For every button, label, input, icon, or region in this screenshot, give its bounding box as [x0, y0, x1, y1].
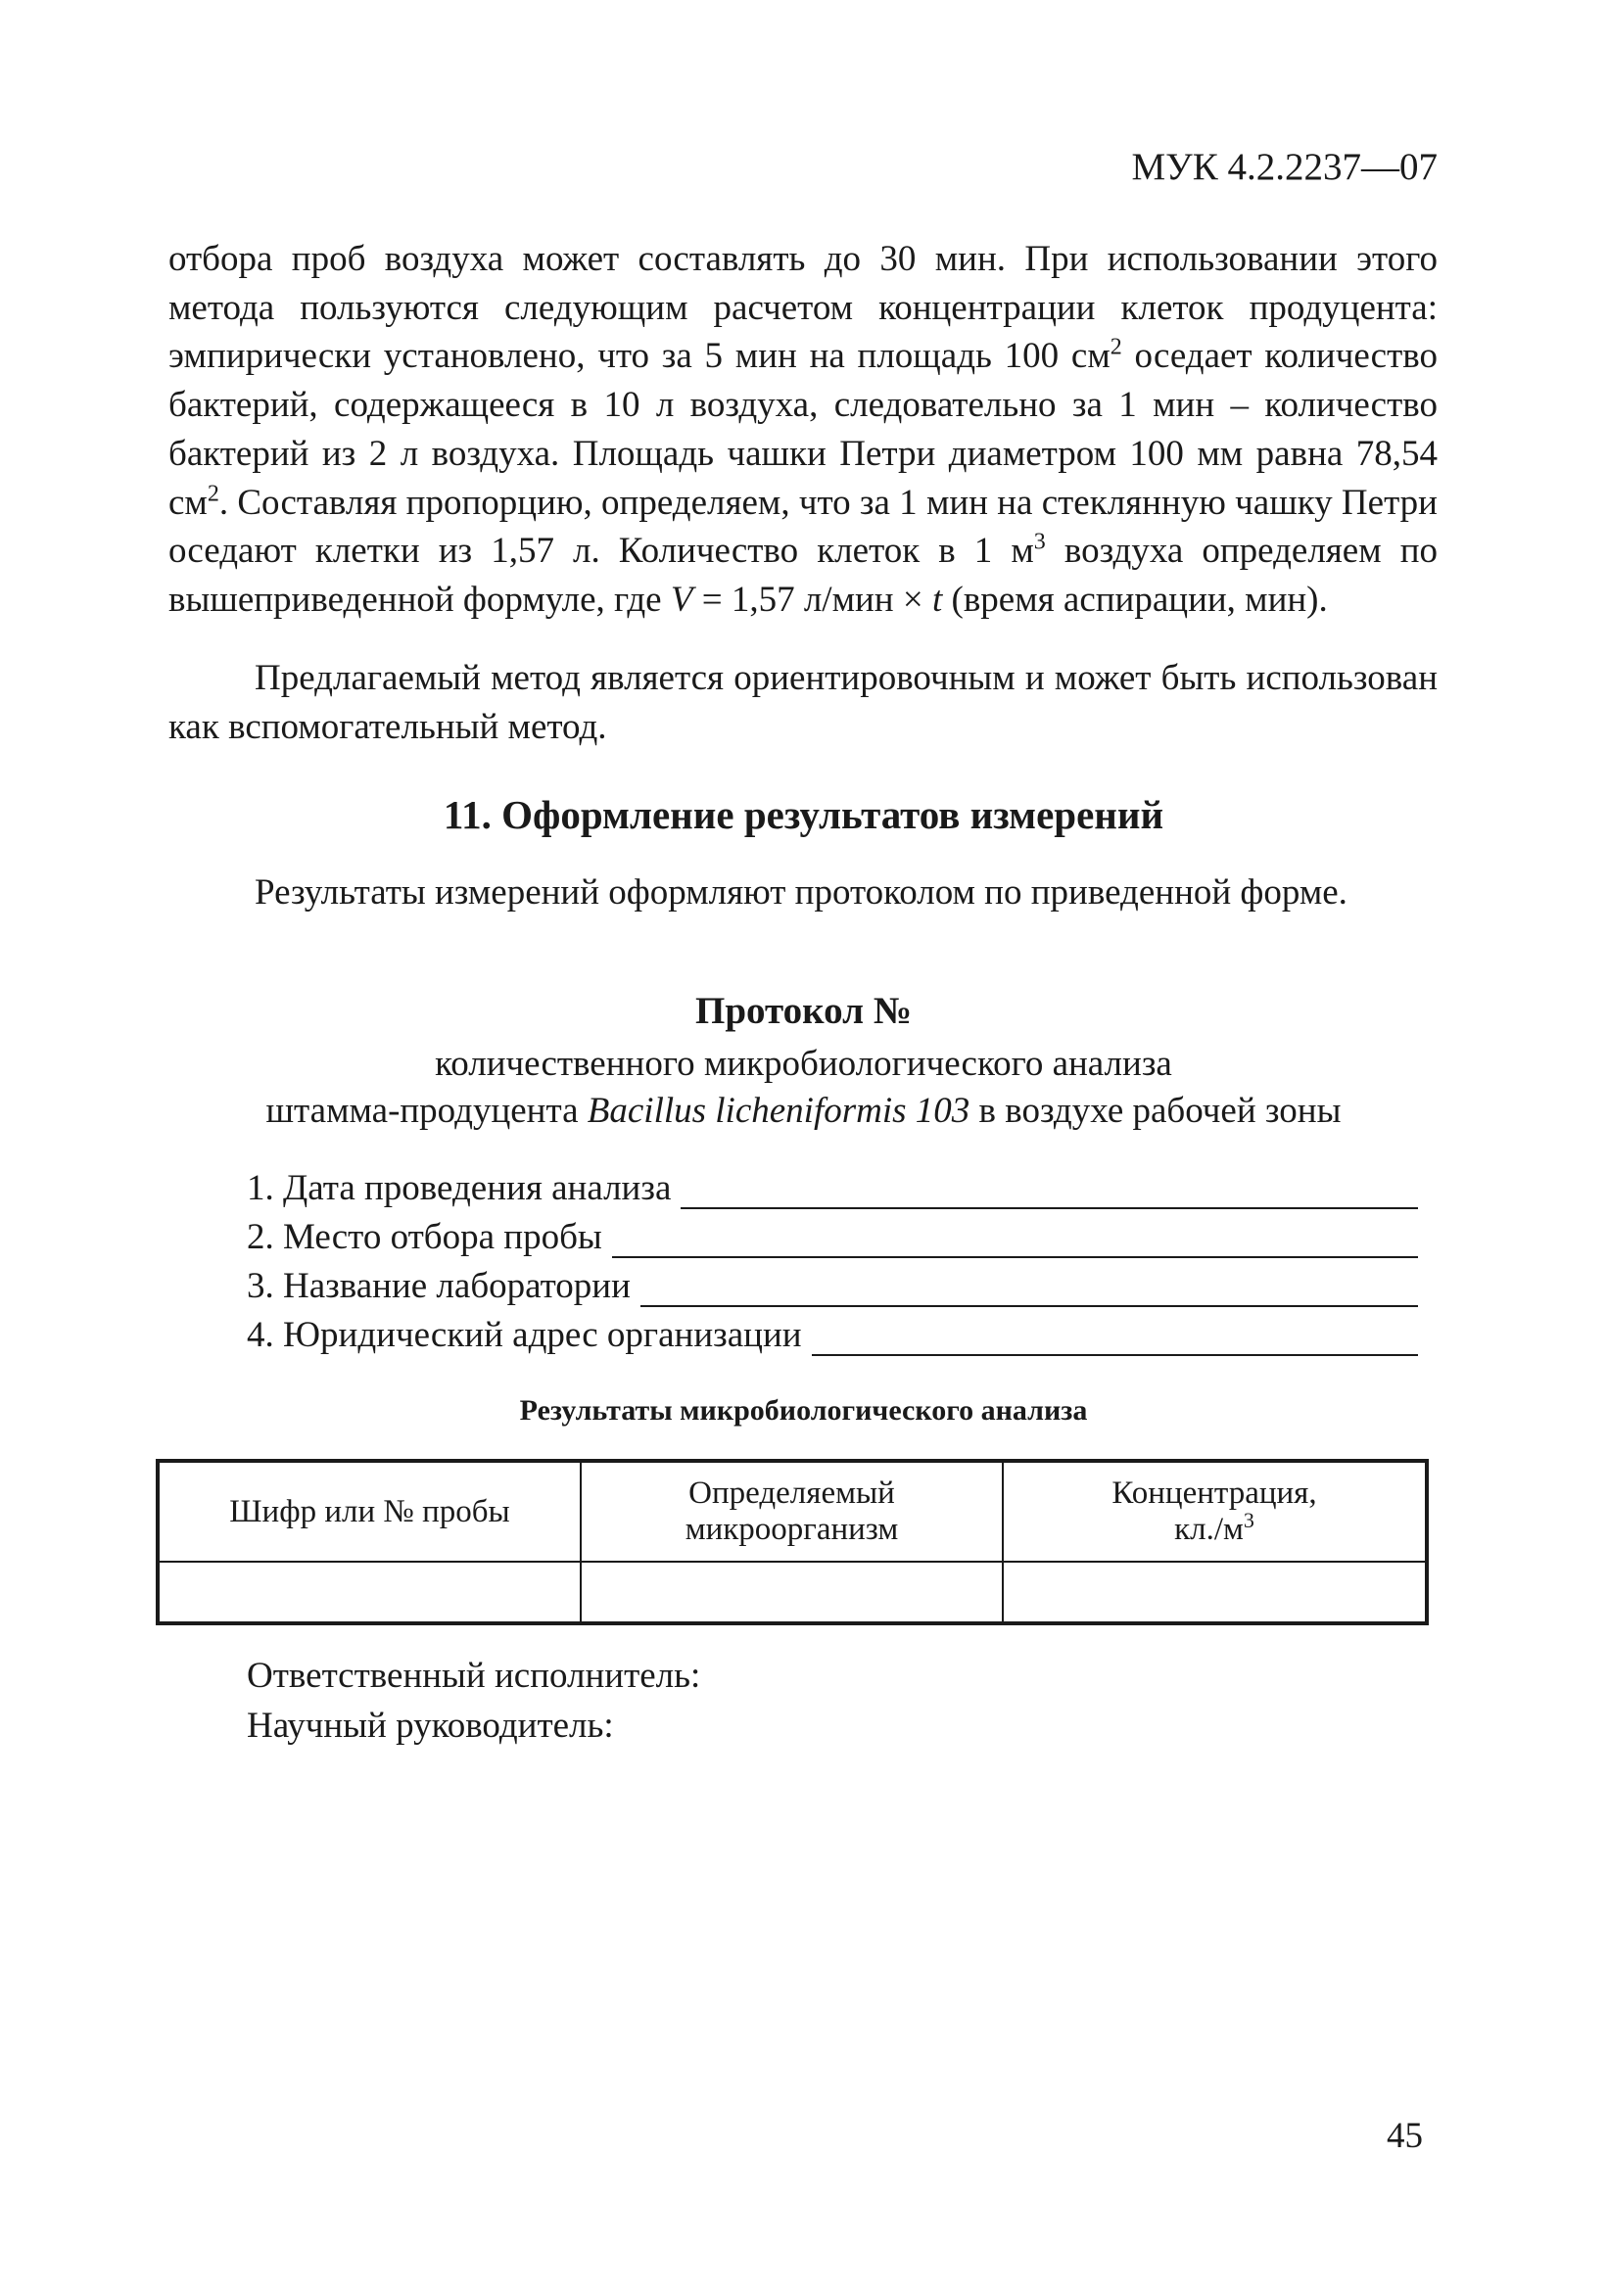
- text-run: отбора проб воздуха может составлять до 30 мин. При использовании этого метода пользуются следующим расчетом концентрации клеток продуцента: эмпирически установлено, что за 5 мин на площадь 100 см: [168, 239, 1438, 377]
- protocol-title: Протокол №: [695, 990, 912, 1032]
- text-run: штамма-продуцента: [265, 1091, 588, 1131]
- results-table-title: Результаты микробиологического анализа: [519, 1394, 1088, 1427]
- results-table: [156, 1459, 1429, 1625]
- field-label: 4. Юридический адрес организации: [247, 1315, 802, 1355]
- paragraph-method-calculation: [168, 235, 1438, 625]
- protocol-fields: [247, 1160, 1418, 1356]
- text-run: воздуха определяем по вышеприведенной формуле, где: [168, 531, 1438, 620]
- field-laboratory-name: [247, 1258, 1418, 1307]
- fill-line[interactable]: [640, 1272, 1418, 1307]
- superscript: 3: [1243, 1508, 1254, 1532]
- formula-variable: V: [670, 579, 693, 620]
- field-analysis-date: [247, 1160, 1418, 1209]
- text-run: оседает количество бактерий, содержащееся в 10 л воздуха, следовательно за 1 мин – количество бактерий из 2 л воздуха. Площадь чашки Петри диаметром 100 мм равна 78,54 см: [168, 336, 1438, 523]
- column-header-concentration: [1003, 1461, 1427, 1562]
- paragraph-method-note: Предлагаемый метод является ориентировочным и может быть использован как вспомогательный метод.: [168, 658, 1438, 747]
- signature-supervisor: Научный руководитель:: [247, 1706, 614, 1746]
- superscript: 3: [1033, 529, 1046, 555]
- formula-variable: t: [931, 579, 943, 620]
- column-header-microorganism: [581, 1461, 1003, 1562]
- superscript: 2: [1110, 335, 1122, 361]
- strain-name: Bacillus licheniformis 103: [587, 1091, 970, 1131]
- column-header-sample-code: Шифр или № пробы: [158, 1461, 581, 1562]
- text-run: . Составляя пропорцию, определяем, что за 1 мин на стеклянную чашку Петри оседают клетки из 1,57 л. Количество клеток в 1 м: [168, 482, 1438, 572]
- column-header-text: [1087, 1476, 1342, 1548]
- protocol-subtitle-line1: количественного микробиологического анализа: [435, 1044, 1172, 1084]
- field-sampling-place: [247, 1209, 1418, 1258]
- fill-line[interactable]: [681, 1174, 1418, 1209]
- field-label: 2. Место отбора пробы: [247, 1217, 602, 1257]
- fill-line[interactable]: [812, 1321, 1418, 1356]
- text-run: Концентрация, кл./м: [1111, 1476, 1317, 1547]
- table-header-row: [158, 1461, 1427, 1562]
- field-label: 3. Название лаборатории: [247, 1266, 631, 1306]
- text-run: = 1,57 л/мин ×: [692, 579, 932, 620]
- fill-line[interactable]: [612, 1223, 1418, 1258]
- text-run: в воздухе рабочей зоны: [969, 1091, 1342, 1131]
- table-cell[interactable]: [1003, 1562, 1427, 1623]
- superscript: 2: [207, 481, 219, 507]
- table-row: [158, 1562, 1427, 1623]
- protocol-subtitle-line2: [0, 1090, 1607, 1132]
- page-number: 45: [1387, 2116, 1423, 2156]
- signature-executor: Ответственный исполнитель:: [247, 1656, 701, 1696]
- table-cell[interactable]: [158, 1562, 581, 1623]
- field-legal-address: [247, 1307, 1418, 1356]
- document-code: МУК 4.2.2237—07: [1131, 146, 1438, 188]
- field-label: 1. Дата проведения анализа: [247, 1168, 672, 1208]
- column-header-text: Определяемый микроорганизм: [685, 1476, 899, 1547]
- text-run: (время аспирации, мин).: [942, 579, 1328, 620]
- section-title: 11. Оформление результатов измерений: [443, 792, 1164, 837]
- paragraph-results-intro: Результаты измерений оформляют протоколом по приведенной форме.: [255, 872, 1347, 913]
- table-cell[interactable]: [581, 1562, 1003, 1623]
